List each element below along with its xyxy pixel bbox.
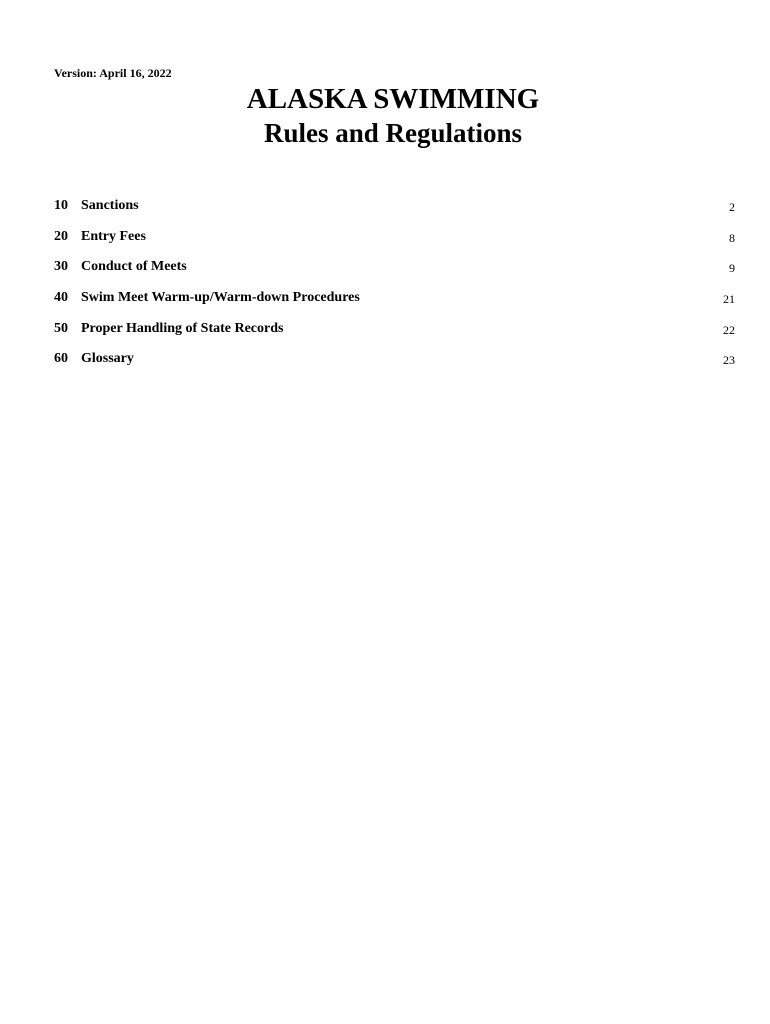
toc-section-title: Proper Handling of State Records [81,320,284,336]
toc-section-title: Sanctions [81,198,139,213]
toc-section-title: Entry Fees [81,228,146,244]
toc-entry-glossary[interactable] [54,349,735,380]
toc-section-number: 50 [54,320,68,336]
toc-section-title: Conduct of Meets [81,259,187,275]
toc-section-number: 30 [54,259,68,275]
toc-entry-conduct-of-meets[interactable] [54,257,735,288]
toc-page-number: 9 [729,261,735,276]
toc-entry-state-records[interactable] [54,319,735,350]
toc-section-title: Swim Meet Warm-up/Warm-down Procedures [81,290,360,306]
toc-page-number: 8 [729,230,735,245]
table-of-contents [54,196,735,380]
toc-section-number: 60 [54,351,68,367]
document-title: ALASKA SWIMMING [246,83,540,115]
toc-page-number: 21 [723,292,735,307]
toc-entry-warm-up-procedures[interactable] [54,288,735,319]
toc-section-number: 20 [54,228,68,244]
toc-entry-sanctions[interactable] [54,196,735,227]
toc-page-number: 22 [723,322,735,337]
toc-page-number: 23 [723,353,735,368]
title-block [0,82,770,150]
toc-section-number: 40 [54,290,68,306]
document-subtitle: Rules and Regulations [263,118,523,148]
toc-section-number: 10 [54,198,68,213]
version-date: Version: April 16, 2022 [54,66,172,80]
toc-entry-entry-fees[interactable] [54,227,735,258]
toc-page-number: 2 [729,200,735,214]
toc-section-title: Glossary [81,351,134,367]
